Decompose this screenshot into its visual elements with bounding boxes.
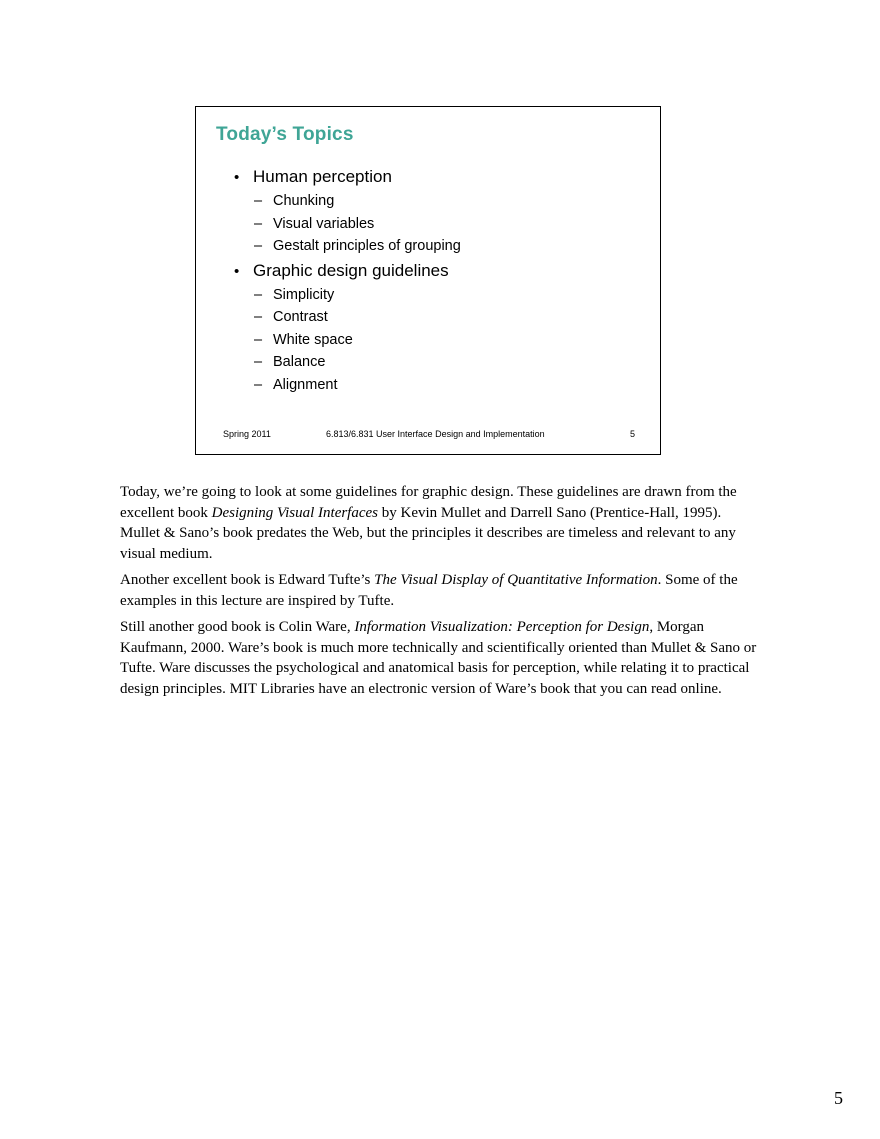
sub-bullet-item	[254, 213, 644, 236]
sub-bullet-list	[234, 190, 644, 258]
dash-icon: –	[254, 309, 263, 325]
slide-bullet-list	[234, 165, 644, 397]
notes-text: , Morgan Kaufmann, 2000. Ware’s book is much more technically and scientifically oriented than Mullet & Sano or Tufte. Ware discusses the psychological and anatomical basis for perception, while relating it to practical design principles. MIT Libraries have an electronic version of Ware’s book that you can read online.	[120, 619, 757, 697]
sub-bullet-text: White space	[273, 331, 353, 348]
slide-footer-course: 6.813/6.831 User Interface Design and Implementation	[326, 429, 545, 439]
sub-bullet-text: Gestalt principles of grouping	[273, 238, 461, 254]
sub-bullet-item	[254, 374, 644, 397]
notes-paragraph	[120, 482, 760, 564]
book-title: The Visual Display of Quantitative Information	[374, 572, 658, 588]
sub-bullet-text: Simplicity	[273, 286, 335, 303]
book-title: Designing Visual Interfaces	[211, 504, 379, 521]
sub-bullet-text: Visual variables	[273, 215, 375, 232]
dash-icon: –	[254, 286, 263, 303]
sub-bullet-text: Alignment	[273, 376, 338, 393]
bullet-text: Human perception	[253, 167, 392, 186]
dash-icon: –	[254, 193, 263, 209]
sub-bullet-item	[254, 329, 644, 352]
sub-bullet-list	[234, 284, 644, 397]
book-title: Information Visualization: Perception for Design	[354, 619, 650, 635]
sub-bullet-text: Contrast	[273, 309, 328, 325]
lecture-notes	[120, 482, 760, 705]
notes-text: Today, we’re going to look at some guidelines for graphic design. These guidelines are drawn from the excellent book	[120, 484, 737, 521]
sub-bullet-item	[254, 306, 644, 329]
sub-bullet-text: Chunking	[273, 193, 335, 209]
sub-bullet-item	[254, 190, 644, 213]
slide-footer-number: 5	[629, 429, 635, 439]
notes-paragraph	[120, 570, 760, 611]
notes-text: Still another good book is Colin Ware,	[120, 619, 355, 635]
sub-bullet-item	[254, 284, 644, 307]
bullet-item	[234, 259, 644, 284]
notes-text: . Some of the examples in this lecture are inspired by Tufte.	[120, 572, 738, 609]
dash-icon: –	[254, 376, 263, 393]
page-number: 5	[834, 1088, 843, 1108]
dash-icon: –	[254, 354, 263, 370]
sub-bullet-item	[254, 235, 644, 258]
dash-icon: –	[254, 238, 263, 254]
sub-bullet-item	[254, 351, 644, 374]
sub-bullet-text: Balance	[273, 354, 326, 370]
slide-title: Today’s Topics	[216, 124, 354, 145]
notes-paragraph	[120, 617, 760, 699]
notes-text: by Kevin Mullet and Darrell Sano (Prentice-Hall, 1995). Mullet & Sano’s book predates the Web, but the principles it describes are timeless and relevant to any visual medium.	[120, 504, 736, 562]
dash-icon: –	[254, 215, 263, 232]
notes-text: Another excellent book is Edward Tufte’s	[120, 572, 375, 588]
slide-footer-date: Spring 2011	[223, 429, 271, 439]
bullet-text: Graphic design guidelines	[253, 260, 449, 280]
bullet-item	[234, 165, 644, 190]
bullet-icon: •	[234, 169, 240, 186]
dash-icon: –	[254, 331, 263, 348]
bullet-icon: •	[234, 262, 240, 280]
slide-thumbnail	[195, 106, 661, 455]
